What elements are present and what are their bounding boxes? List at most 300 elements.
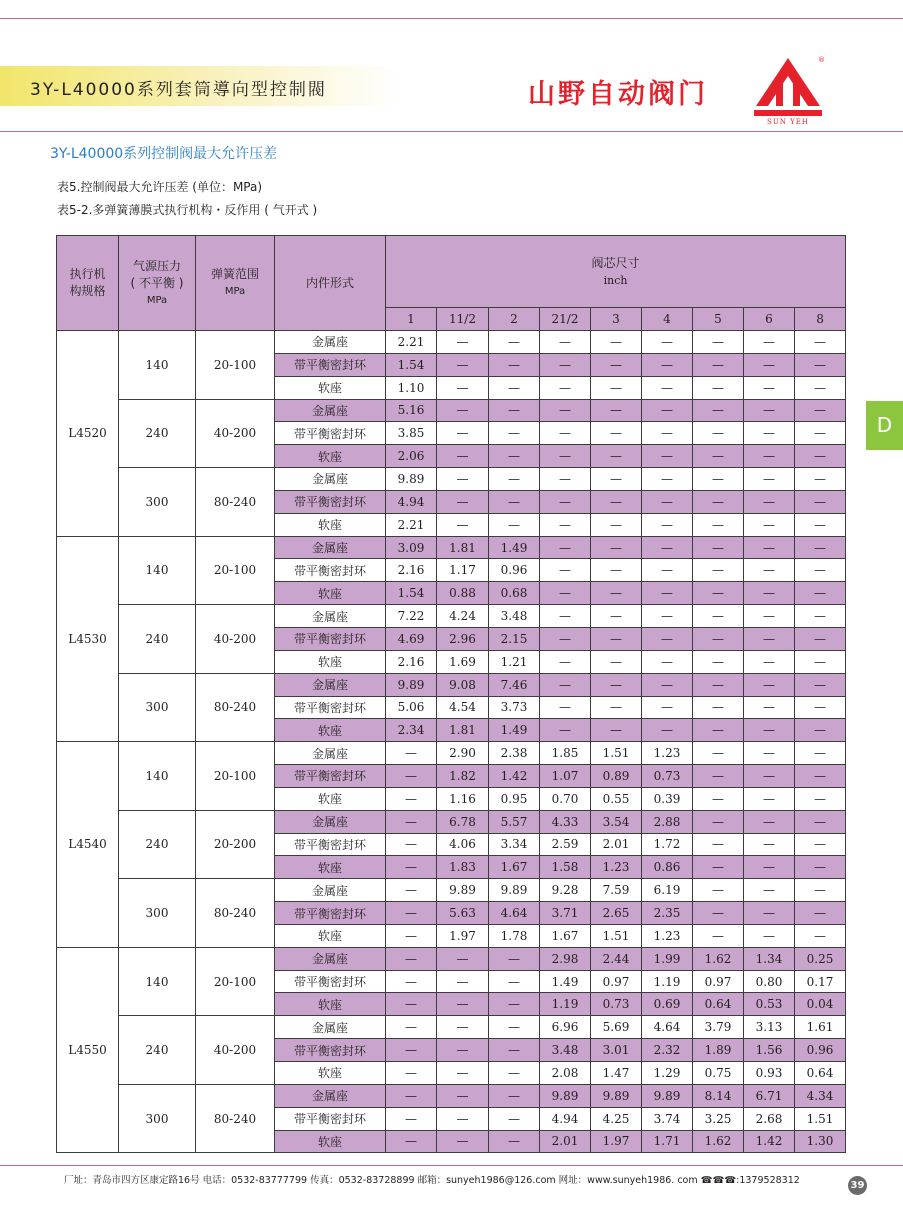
spring-range: 80-240 bbox=[196, 1084, 275, 1153]
pressure-value: — bbox=[693, 627, 744, 650]
pressure-value: — bbox=[795, 627, 846, 650]
inner-type: 金属座 bbox=[275, 947, 386, 970]
supply-pressure: 140 bbox=[119, 536, 196, 605]
pressure-value: — bbox=[642, 445, 693, 468]
pressure-value: 4.25 bbox=[591, 1107, 642, 1130]
pressure-value: — bbox=[795, 810, 846, 833]
pressure-value: — bbox=[744, 650, 795, 673]
actuator-model: L4520 bbox=[57, 331, 119, 537]
pressure-value: — bbox=[437, 947, 489, 970]
pressure-value: — bbox=[795, 833, 846, 856]
pressure-value: — bbox=[591, 376, 642, 399]
inner-type: 金属座 bbox=[275, 879, 386, 902]
pressure-value: 5.57 bbox=[489, 810, 540, 833]
pressure-value: — bbox=[489, 1084, 540, 1107]
pressure-value: — bbox=[437, 1062, 489, 1085]
pressure-value: 3.79 bbox=[693, 1016, 744, 1039]
supply-pressure: 300 bbox=[119, 879, 196, 948]
pressure-value: 2.98 bbox=[540, 947, 591, 970]
inner-type: 带平衡密封环 bbox=[275, 422, 386, 445]
inner-type: 带平衡密封环 bbox=[275, 1039, 386, 1062]
pressure-value: — bbox=[386, 879, 437, 902]
inner-type: 软座 bbox=[275, 856, 386, 879]
pressure-value: — bbox=[744, 765, 795, 788]
pressure-value: — bbox=[795, 536, 846, 559]
pressure-value: — bbox=[489, 399, 540, 422]
pressure-value: 1.07 bbox=[540, 765, 591, 788]
pressure-value: 9.28 bbox=[540, 879, 591, 902]
pressure-value: — bbox=[693, 833, 744, 856]
pressure-value: — bbox=[744, 810, 795, 833]
pressure-value: — bbox=[744, 536, 795, 559]
pressure-value: 2.01 bbox=[591, 833, 642, 856]
pressure-value: — bbox=[591, 673, 642, 696]
pressure-value: — bbox=[386, 742, 437, 765]
pressure-value: 1.23 bbox=[642, 924, 693, 947]
supply-pressure: 300 bbox=[119, 1084, 196, 1153]
pressure-value: 1.72 bbox=[642, 833, 693, 856]
pressure-value: 7.59 bbox=[591, 879, 642, 902]
pressure-table bbox=[56, 235, 846, 1153]
pressure-value: 1.30 bbox=[795, 1130, 846, 1153]
pressure-value: 1.51 bbox=[591, 742, 642, 765]
pressure-value: — bbox=[795, 422, 846, 445]
pressure-value: — bbox=[386, 1084, 437, 1107]
pressure-value: — bbox=[540, 605, 591, 628]
pressure-value: — bbox=[591, 536, 642, 559]
size-header: 21/2 bbox=[540, 308, 591, 331]
pressure-value: 1.83 bbox=[437, 856, 489, 879]
inner-type: 带平衡密封环 bbox=[275, 627, 386, 650]
pressure-value: 2.59 bbox=[540, 833, 591, 856]
pressure-value: — bbox=[642, 468, 693, 491]
pressure-value: 0.55 bbox=[591, 787, 642, 810]
pressure-value: — bbox=[744, 582, 795, 605]
pressure-value: — bbox=[540, 399, 591, 422]
pressure-value: — bbox=[642, 422, 693, 445]
pressure-value: — bbox=[795, 924, 846, 947]
spring-range: 80-240 bbox=[196, 673, 275, 742]
pressure-value: — bbox=[693, 582, 744, 605]
supply-pressure: 140 bbox=[119, 331, 196, 400]
pressure-value: — bbox=[795, 399, 846, 422]
pressure-value: — bbox=[795, 445, 846, 468]
pressure-value: — bbox=[540, 673, 591, 696]
pressure-value: — bbox=[693, 468, 744, 491]
col-spring-range: 弹簧范围 MPa bbox=[196, 236, 275, 331]
size-header: 6 bbox=[744, 308, 795, 331]
pressure-value: 3.54 bbox=[591, 810, 642, 833]
pressure-value: — bbox=[795, 765, 846, 788]
spring-range: 20-100 bbox=[196, 742, 275, 811]
pressure-value: 2.15 bbox=[489, 627, 540, 650]
pressure-value: — bbox=[437, 1084, 489, 1107]
pressure-value: — bbox=[437, 376, 489, 399]
pressure-value: — bbox=[489, 331, 540, 354]
pressure-value: — bbox=[795, 468, 846, 491]
size-header: 3 bbox=[591, 308, 642, 331]
col-supply-pressure: 气源压力 ( 不平衡 ) MPa bbox=[119, 236, 196, 331]
pressure-value: — bbox=[591, 399, 642, 422]
pressure-value: — bbox=[795, 742, 846, 765]
pressure-value: 3.48 bbox=[489, 605, 540, 628]
pressure-value: 3.74 bbox=[642, 1107, 693, 1130]
pressure-value: — bbox=[693, 696, 744, 719]
pressure-value: 1.49 bbox=[489, 719, 540, 742]
supply-pressure: 240 bbox=[119, 810, 196, 879]
pressure-value: — bbox=[744, 399, 795, 422]
pressure-value: 4.24 bbox=[437, 605, 489, 628]
actuator-model: L4550 bbox=[57, 947, 119, 1153]
inner-type: 金属座 bbox=[275, 1084, 386, 1107]
pressure-value: 9.89 bbox=[642, 1084, 693, 1107]
pressure-value: 4.94 bbox=[540, 1107, 591, 1130]
table-row bbox=[57, 399, 846, 422]
pressure-value: — bbox=[693, 742, 744, 765]
pressure-value: — bbox=[795, 856, 846, 879]
pressure-value: — bbox=[693, 331, 744, 354]
pressure-value: 1.82 bbox=[437, 765, 489, 788]
pressure-value: — bbox=[795, 902, 846, 925]
inner-type: 软座 bbox=[275, 719, 386, 742]
pressure-value: 1.97 bbox=[591, 1130, 642, 1153]
pressure-value: 1.29 bbox=[642, 1062, 693, 1085]
pressure-value: — bbox=[744, 490, 795, 513]
pressure-value: — bbox=[693, 650, 744, 673]
inner-type: 软座 bbox=[275, 1062, 386, 1085]
pressure-value: — bbox=[795, 673, 846, 696]
pressure-value: 0.04 bbox=[795, 993, 846, 1016]
supply-pressure: 240 bbox=[119, 1016, 196, 1085]
pressure-value: — bbox=[437, 331, 489, 354]
pressure-value: — bbox=[693, 924, 744, 947]
pressure-value: 4.64 bbox=[642, 1016, 693, 1039]
col-valve-size: 阀芯尺寸 inch bbox=[386, 236, 846, 308]
pressure-value: — bbox=[386, 1039, 437, 1062]
pressure-value: — bbox=[744, 605, 795, 628]
inner-type: 带平衡密封环 bbox=[275, 1107, 386, 1130]
pressure-value: 5.16 bbox=[386, 399, 437, 422]
spring-range: 20-200 bbox=[196, 810, 275, 879]
inner-type: 软座 bbox=[275, 513, 386, 536]
pressure-value: — bbox=[386, 924, 437, 947]
pressure-value: — bbox=[642, 627, 693, 650]
pressure-value: 4.64 bbox=[489, 902, 540, 925]
inner-type: 金属座 bbox=[275, 468, 386, 491]
pressure-value: 3.25 bbox=[693, 1107, 744, 1130]
pressure-value: 2.21 bbox=[386, 513, 437, 536]
pressure-value: — bbox=[591, 331, 642, 354]
spring-range: 80-240 bbox=[196, 468, 275, 537]
pressure-value: — bbox=[795, 719, 846, 742]
pressure-value: 1.67 bbox=[489, 856, 540, 879]
table-row bbox=[57, 1016, 846, 1039]
section-title: 3Y-L40000系列控制阀最大允许压差 bbox=[50, 146, 278, 162]
pressure-value: — bbox=[744, 787, 795, 810]
pressure-value: 3.71 bbox=[540, 902, 591, 925]
spring-range: 20-100 bbox=[196, 331, 275, 400]
pressure-value: — bbox=[489, 1039, 540, 1062]
pressure-value: — bbox=[642, 376, 693, 399]
pressure-value: 0.73 bbox=[591, 993, 642, 1016]
pressure-value: 0.86 bbox=[642, 856, 693, 879]
registered-mark: ® bbox=[818, 56, 825, 64]
inner-type: 金属座 bbox=[275, 742, 386, 765]
pressure-value: — bbox=[744, 879, 795, 902]
pressure-value: — bbox=[795, 696, 846, 719]
inner-type: 金属座 bbox=[275, 1016, 386, 1039]
pressure-value: — bbox=[693, 810, 744, 833]
pressure-value: — bbox=[489, 1130, 540, 1153]
footer-contact: 厂址：青岛市四方区康定路16号 电话：0532-83777799 传真：0532-83728899 邮箱：sunyeh1986@126.com 网址：www.sunyeh1986. com ☎☎☎:1379528312 bbox=[64, 1175, 800, 1186]
pressure-value: — bbox=[642, 696, 693, 719]
inner-type: 带平衡密封环 bbox=[275, 833, 386, 856]
pressure-value: — bbox=[642, 559, 693, 582]
pressure-value: 8.14 bbox=[693, 1084, 744, 1107]
pressure-value: 1.34 bbox=[744, 947, 795, 970]
pressure-value: — bbox=[591, 513, 642, 536]
table-caption: 表5.控制阀最大允许压差 (单位：MPa) bbox=[57, 180, 263, 194]
pressure-value: 1.71 bbox=[642, 1130, 693, 1153]
pressure-value: 5.06 bbox=[386, 696, 437, 719]
table-row bbox=[57, 1084, 846, 1107]
pressure-value: 1.89 bbox=[693, 1039, 744, 1062]
pressure-value: — bbox=[693, 605, 744, 628]
pressure-value: — bbox=[386, 833, 437, 856]
pressure-value: 2.44 bbox=[591, 947, 642, 970]
pressure-value: 2.08 bbox=[540, 1062, 591, 1085]
pressure-value: 0.17 bbox=[795, 970, 846, 993]
pressure-value: — bbox=[693, 513, 744, 536]
pressure-value: — bbox=[437, 1130, 489, 1153]
pressure-value: — bbox=[642, 719, 693, 742]
pressure-value: — bbox=[744, 331, 795, 354]
pressure-value: 2.34 bbox=[386, 719, 437, 742]
pressure-value: — bbox=[489, 1016, 540, 1039]
pressure-value: 0.97 bbox=[591, 970, 642, 993]
size-header: 8 bbox=[795, 308, 846, 331]
pressure-value: — bbox=[386, 765, 437, 788]
pressure-value: — bbox=[591, 490, 642, 513]
pressure-value: 2.16 bbox=[386, 559, 437, 582]
pressure-value: 4.06 bbox=[437, 833, 489, 856]
pressure-value: — bbox=[795, 513, 846, 536]
pressure-value: 9.89 bbox=[489, 879, 540, 902]
pressure-value: — bbox=[591, 696, 642, 719]
pressure-value: 2.16 bbox=[386, 650, 437, 673]
pressure-value: 1.62 bbox=[693, 947, 744, 970]
pressure-value: — bbox=[437, 970, 489, 993]
size-header: 5 bbox=[693, 308, 744, 331]
pressure-value: 0.75 bbox=[693, 1062, 744, 1085]
pressure-value: — bbox=[693, 490, 744, 513]
inner-type: 金属座 bbox=[275, 399, 386, 422]
pressure-value: 3.85 bbox=[386, 422, 437, 445]
pressure-value: 4.34 bbox=[795, 1084, 846, 1107]
pressure-value: — bbox=[591, 468, 642, 491]
logo-text: SUN YEH bbox=[767, 118, 809, 126]
series-title: 3Y-L40000系列套筒導向型控制閥 bbox=[30, 80, 327, 100]
pressure-value: 1.81 bbox=[437, 719, 489, 742]
pressure-value: — bbox=[437, 468, 489, 491]
inner-type: 软座 bbox=[275, 924, 386, 947]
inner-type: 软座 bbox=[275, 650, 386, 673]
pressure-value: — bbox=[642, 536, 693, 559]
pressure-value: — bbox=[591, 445, 642, 468]
pressure-value: — bbox=[540, 627, 591, 650]
pressure-value: — bbox=[386, 947, 437, 970]
pressure-value: 1.62 bbox=[693, 1130, 744, 1153]
pressure-value: — bbox=[489, 353, 540, 376]
pressure-value: 1.10 bbox=[386, 376, 437, 399]
inner-type: 软座 bbox=[275, 787, 386, 810]
pressure-value: — bbox=[386, 810, 437, 833]
spring-range: 80-240 bbox=[196, 879, 275, 948]
pressure-value: 2.06 bbox=[386, 445, 437, 468]
pressure-value: 5.63 bbox=[437, 902, 489, 925]
pressure-value: 0.25 bbox=[795, 947, 846, 970]
pressure-value: — bbox=[540, 559, 591, 582]
pressure-value: — bbox=[744, 696, 795, 719]
pressure-value: — bbox=[437, 353, 489, 376]
pressure-value: — bbox=[642, 673, 693, 696]
footer-rule bbox=[0, 1165, 903, 1166]
pressure-value: 3.01 bbox=[591, 1039, 642, 1062]
pressure-value: — bbox=[744, 742, 795, 765]
pressure-value: — bbox=[489, 468, 540, 491]
table-row bbox=[57, 331, 846, 354]
pressure-value: — bbox=[489, 422, 540, 445]
size-header: 2 bbox=[489, 308, 540, 331]
supply-pressure: 140 bbox=[119, 742, 196, 811]
section-tab-d[interactable]: D bbox=[866, 401, 903, 450]
table-row bbox=[57, 536, 846, 559]
pressure-value: 6.96 bbox=[540, 1016, 591, 1039]
spring-range: 40-200 bbox=[196, 605, 275, 674]
size-header: 11/2 bbox=[437, 308, 489, 331]
size-header: 4 bbox=[642, 308, 693, 331]
pressure-value: 9.89 bbox=[540, 1084, 591, 1107]
pressure-value: — bbox=[744, 422, 795, 445]
pressure-value: — bbox=[744, 627, 795, 650]
pressure-value: 1.16 bbox=[437, 787, 489, 810]
size-header: 1 bbox=[386, 308, 437, 331]
pressure-value: — bbox=[693, 719, 744, 742]
pressure-value: — bbox=[437, 445, 489, 468]
page-number: 39 bbox=[848, 1176, 867, 1195]
pressure-value: 1.23 bbox=[591, 856, 642, 879]
pressure-value: 2.65 bbox=[591, 902, 642, 925]
inner-type: 金属座 bbox=[275, 605, 386, 628]
pressure-value: 0.70 bbox=[540, 787, 591, 810]
table-row bbox=[57, 879, 846, 902]
pressure-value: — bbox=[693, 673, 744, 696]
inner-type: 带平衡密封环 bbox=[275, 559, 386, 582]
pressure-value: — bbox=[693, 856, 744, 879]
pressure-value: — bbox=[591, 559, 642, 582]
pressure-value: — bbox=[693, 376, 744, 399]
pressure-value: 3.34 bbox=[489, 833, 540, 856]
pressure-value: 1.49 bbox=[540, 970, 591, 993]
pressure-value: 0.97 bbox=[693, 970, 744, 993]
pressure-value: 1.19 bbox=[642, 970, 693, 993]
inner-type: 金属座 bbox=[275, 810, 386, 833]
inner-type: 带平衡密封环 bbox=[275, 970, 386, 993]
pressure-value: — bbox=[744, 513, 795, 536]
pressure-value: — bbox=[693, 879, 744, 902]
pressure-value: 4.94 bbox=[386, 490, 437, 513]
pressure-value: 9.89 bbox=[386, 468, 437, 491]
pressure-value: — bbox=[642, 582, 693, 605]
pressure-value: — bbox=[642, 399, 693, 422]
table-row bbox=[57, 810, 846, 833]
inner-type: 带平衡密封环 bbox=[275, 902, 386, 925]
pressure-value: — bbox=[386, 787, 437, 810]
pressure-value: 1.67 bbox=[540, 924, 591, 947]
pressure-value: 9.89 bbox=[591, 1084, 642, 1107]
pressure-value: — bbox=[693, 445, 744, 468]
pressure-value: — bbox=[437, 1107, 489, 1130]
supply-pressure: 300 bbox=[119, 468, 196, 537]
pressure-value: 1.23 bbox=[642, 742, 693, 765]
pressure-value: — bbox=[591, 353, 642, 376]
pressure-value: 0.80 bbox=[744, 970, 795, 993]
pressure-value: 1.99 bbox=[642, 947, 693, 970]
pressure-value: 2.21 bbox=[386, 331, 437, 354]
pressure-value: 9.89 bbox=[386, 673, 437, 696]
pressure-value: — bbox=[693, 399, 744, 422]
pressure-value: 6.19 bbox=[642, 879, 693, 902]
pressure-value: — bbox=[744, 376, 795, 399]
pressure-value: — bbox=[437, 513, 489, 536]
pressure-value: 0.96 bbox=[489, 559, 540, 582]
pressure-value: — bbox=[795, 605, 846, 628]
sun-yeh-logo-icon bbox=[752, 54, 824, 120]
pressure-value: — bbox=[540, 582, 591, 605]
inner-type: 金属座 bbox=[275, 673, 386, 696]
pressure-value: 2.01 bbox=[540, 1130, 591, 1153]
pressure-value: — bbox=[540, 353, 591, 376]
pressure-value: 7.22 bbox=[386, 605, 437, 628]
spring-range: 40-200 bbox=[196, 399, 275, 468]
supply-pressure: 300 bbox=[119, 673, 196, 742]
pressure-value: 2.96 bbox=[437, 627, 489, 650]
pressure-value: — bbox=[489, 445, 540, 468]
pressure-value: — bbox=[540, 536, 591, 559]
pressure-value: 1.78 bbox=[489, 924, 540, 947]
pressure-value: 2.38 bbox=[489, 742, 540, 765]
pressure-value: — bbox=[744, 719, 795, 742]
pressure-value: 1.81 bbox=[437, 536, 489, 559]
pressure-value: 0.89 bbox=[591, 765, 642, 788]
pressure-value: — bbox=[693, 536, 744, 559]
table-row bbox=[57, 947, 846, 970]
supply-pressure: 140 bbox=[119, 947, 196, 1016]
pressure-value: — bbox=[591, 650, 642, 673]
pressure-value: — bbox=[591, 582, 642, 605]
inner-type: 金属座 bbox=[275, 331, 386, 354]
pressure-value: 0.39 bbox=[642, 787, 693, 810]
pressure-value: — bbox=[591, 422, 642, 445]
pressure-value: 1.85 bbox=[540, 742, 591, 765]
pressure-value: 0.88 bbox=[437, 582, 489, 605]
pressure-value: 5.69 bbox=[591, 1016, 642, 1039]
table-row bbox=[57, 673, 846, 696]
pressure-value: — bbox=[795, 331, 846, 354]
pressure-value: 9.89 bbox=[437, 879, 489, 902]
actuator-model: L4540 bbox=[57, 742, 119, 948]
inner-type: 带平衡密封环 bbox=[275, 490, 386, 513]
